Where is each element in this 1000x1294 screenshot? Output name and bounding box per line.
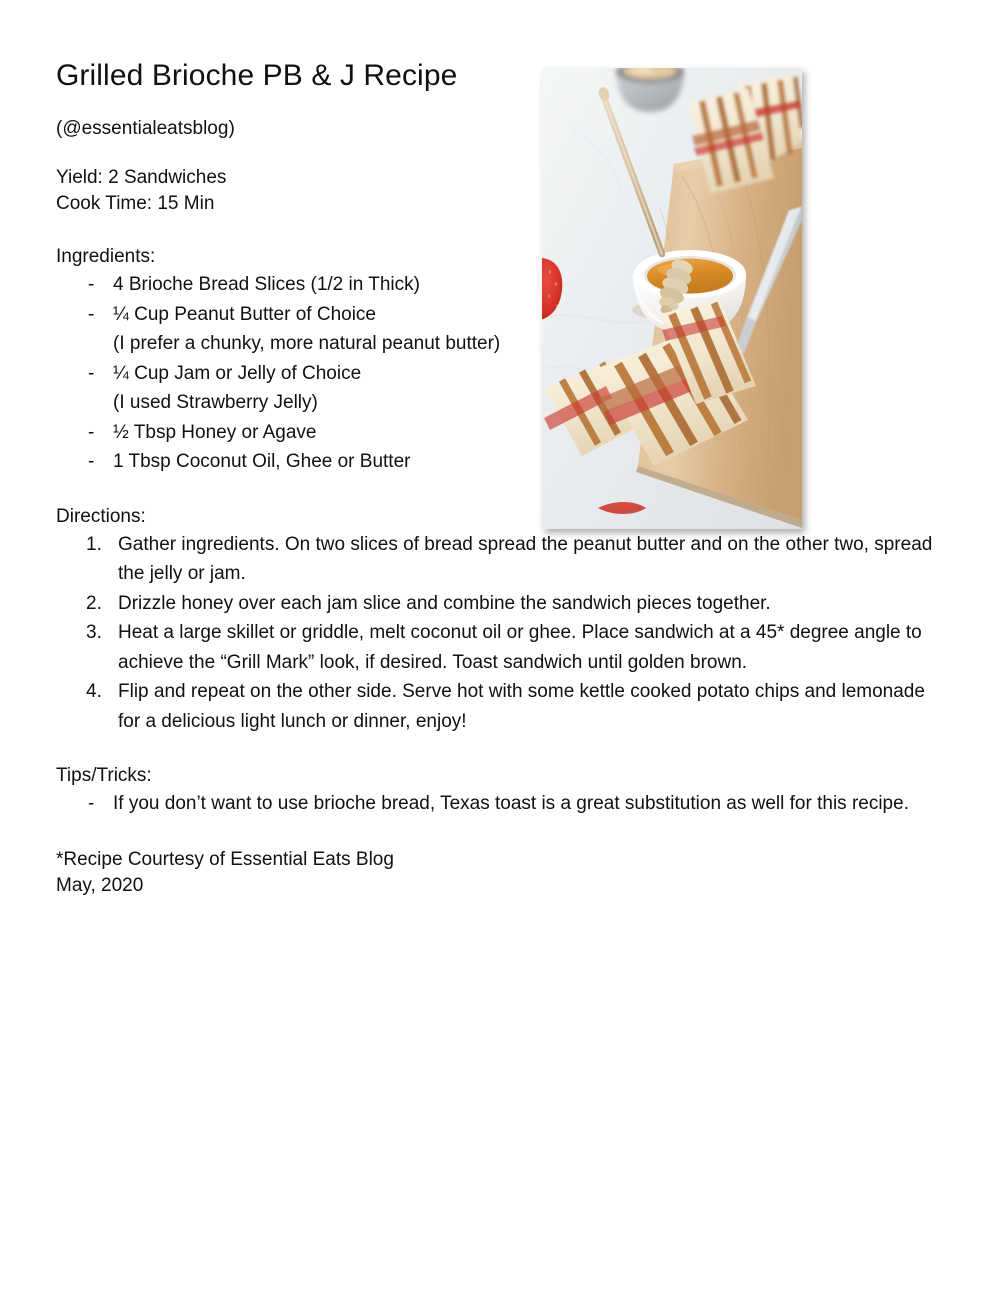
list-item: Heat a large skillet or griddle, melt coconut oil or ghee. Place sandwich at a 45* degree angle to achieve the “Grill Mark” look, if desired. Toast sandwich until golden brown.	[118, 622, 922, 673]
tip-text: If you don’t want to use brioche bread, Texas toast is a great substitution as well for this recipe.	[113, 793, 909, 814]
list-item	[56, 300, 946, 359]
footer-credit	[56, 847, 946, 899]
directions-list	[56, 530, 946, 737]
list-item: Gather ingredients. On two slices of bread spread the peanut butter and on the other two, spread the jelly or jam.	[118, 533, 933, 584]
ingredient-text: ¼ Cup Peanut Butter of Choice	[113, 303, 376, 325]
recipe-photo-illustration	[542, 68, 802, 529]
ingredient-note: (I used Strawberry Jelly)	[113, 392, 318, 413]
recipe-body	[56, 56, 946, 899]
recipe-meta	[56, 165, 946, 217]
list-item	[56, 359, 946, 418]
courtesy-text: *Recipe Courtesy of Essential Eats Blog	[56, 848, 394, 870]
list-item: Drizzle honey over each jam slice and combine the sandwich pieces together.	[118, 592, 771, 614]
list-item	[56, 270, 946, 300]
list-item	[56, 447, 946, 477]
tips-list	[56, 789, 946, 819]
ingredients-list	[56, 270, 946, 477]
ingredient-text: 1 Tbsp Coconut Oil, Ghee or Butter	[113, 451, 411, 472]
cook-time-text: Cook Time: 15 Min	[56, 193, 215, 214]
list-item	[56, 789, 946, 819]
date-text: May, 2020	[56, 874, 144, 896]
dash-bullet-icon: -	[88, 793, 95, 814]
list-item	[56, 418, 946, 448]
page-title: Grilled Brioche PB & J Recipe	[56, 59, 458, 92]
dash-bullet-icon: -	[88, 421, 95, 443]
tips-heading: Tips/Tricks:	[56, 765, 152, 786]
ingredient-text: ¼ Cup Jam or Jelly of Choice	[113, 362, 362, 384]
directions-heading: Directions:	[56, 505, 146, 527]
ingredient-text: ½ Tbsp Honey or Agave	[113, 421, 317, 443]
author-handle: (@essentialeatsblog)	[56, 118, 235, 139]
dash-bullet-icon: -	[88, 303, 95, 325]
dash-bullet-icon: -	[88, 274, 95, 295]
dash-bullet-icon: -	[88, 362, 95, 384]
yield-text: Yield: 2 Sandwiches	[56, 167, 227, 188]
list-item: Flip and repeat on the other side. Serve hot with some kettle cooked potato chips and lemonade for a delicious light lunch or dinner, enjoy!	[118, 681, 925, 732]
dash-bullet-icon: -	[88, 451, 95, 472]
ingredients-heading: Ingredients:	[56, 246, 156, 267]
ingredient-text: 4 Brioche Bread Slices (1/2 in Thick)	[113, 274, 420, 295]
ingredient-note: (I prefer a chunky, more natural peanut butter)	[113, 333, 501, 354]
recipe-photo	[542, 68, 802, 529]
